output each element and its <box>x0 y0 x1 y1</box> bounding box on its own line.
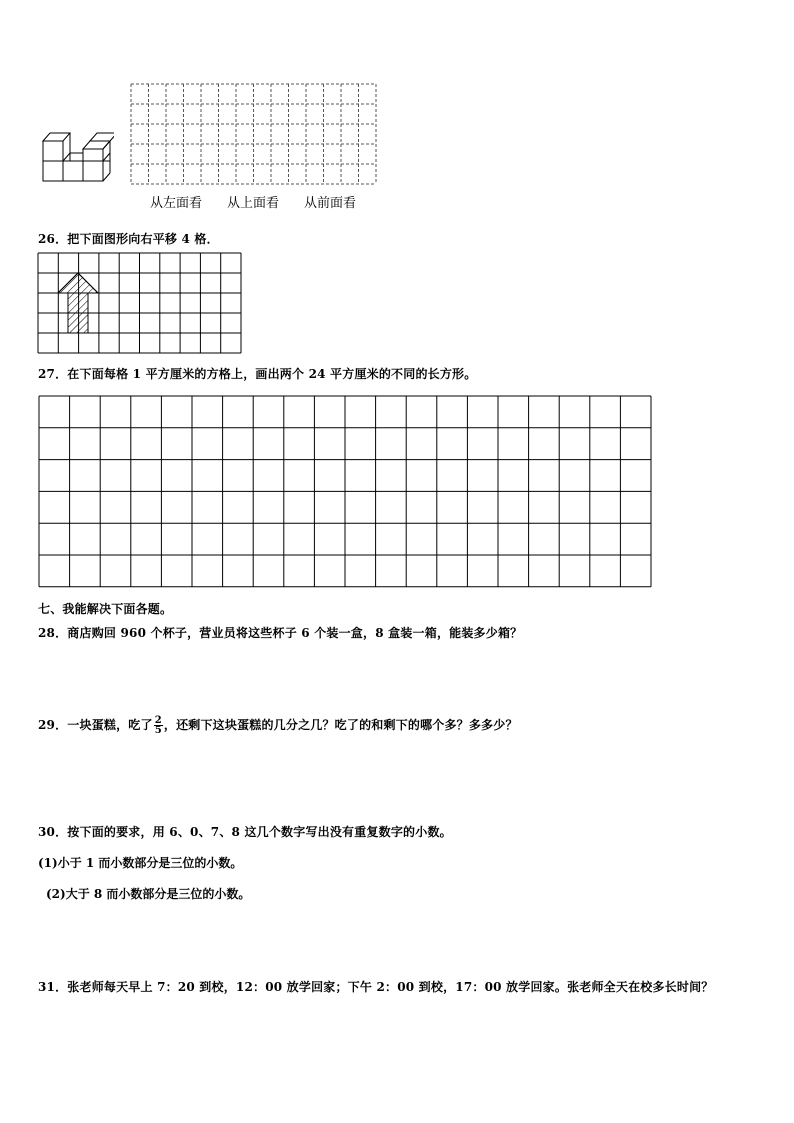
section-7-heading: 七、我能解决下面各题。 <box>38 602 173 616</box>
drawing-grid <box>38 395 652 588</box>
view-dashed-grid <box>130 83 380 186</box>
cube-stack-figure <box>40 128 114 184</box>
arrow-shape <box>58 273 98 333</box>
label-left-view: 从左面看 <box>150 196 203 211</box>
label-front-view: 从前面看 <box>304 196 357 211</box>
question-26: 26．把下面图形向右平移 4 格． <box>38 232 219 246</box>
question-31: 31．张老师每天早上 7：20 到校，12：00 放学回家；下午 2：00 到校，17：00 放学回家。张老师全天在校多长时间？ <box>38 980 714 994</box>
question-28: 28．商店购回 960 个杯子，营业员将这些杯子 6 个装一盒，8 盒装一箱，能装多少箱？ <box>38 626 523 640</box>
translation-grid <box>37 252 243 355</box>
question-30-part-1: (1)小于 1 而小数部分是三位的小数。 <box>38 856 243 870</box>
fraction-numerator: 2 <box>154 715 162 726</box>
question-29-post: ，还剩下这块蛋糕的几分之几？吃了的和剩下的哪个多？多多少？ <box>163 718 518 732</box>
question-30: 30．按下面的要求，用 6、0、7、8 这几个数字写出没有重复数字的小数。 <box>38 825 452 839</box>
fraction-two-fifths <box>154 716 163 735</box>
question-30-part-2: (2)大于 8 而小数部分是三位的小数。 <box>46 887 251 901</box>
question-27: 27．在下面每格 1 平方厘米的方格上，画出两个 24 平方厘米的不同的长方形。 <box>38 367 477 381</box>
fraction-denominator: 5 <box>154 725 162 736</box>
question-29 <box>38 716 518 735</box>
label-top-view: 从上面看 <box>227 196 280 211</box>
question-29-pre: 29．一块蛋糕，吃了 <box>38 718 153 732</box>
